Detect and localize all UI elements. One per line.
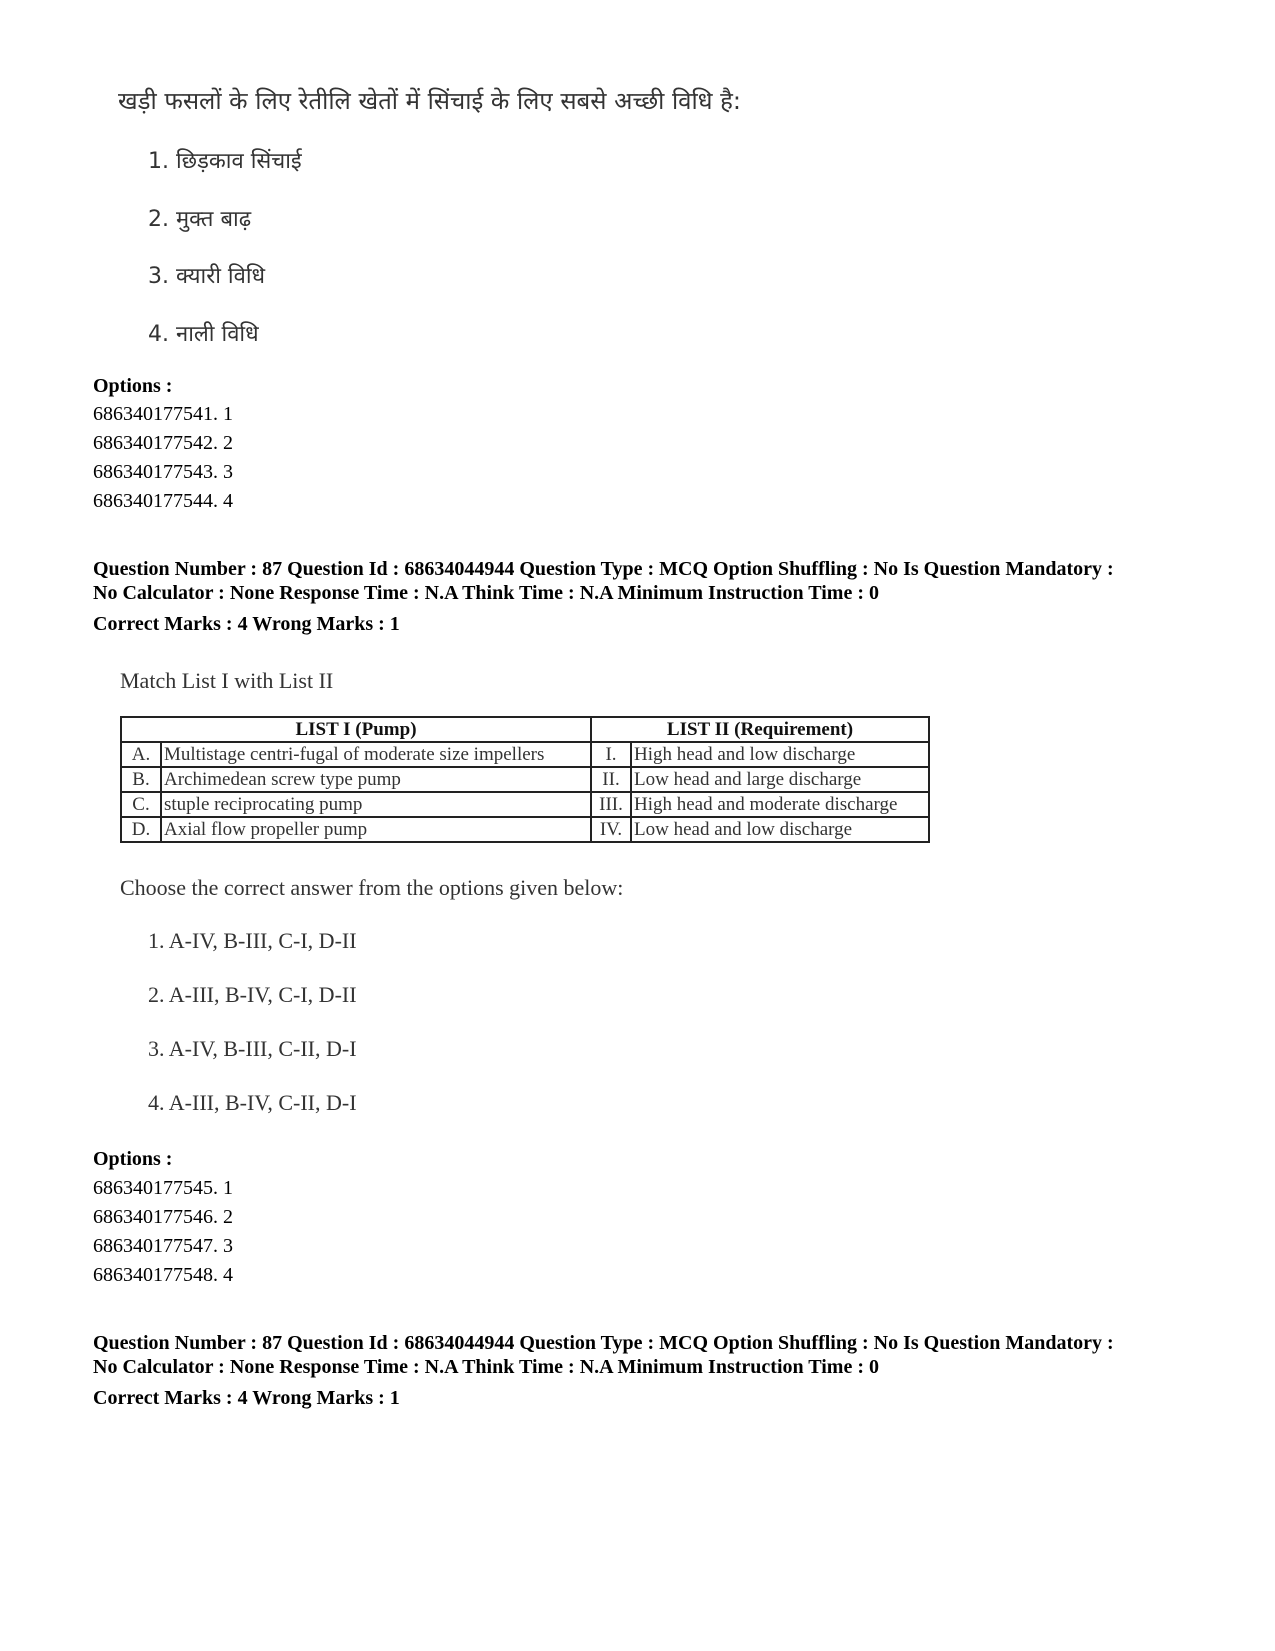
table-row	[121, 767, 929, 792]
choice-1: 1. A-IV, B-III, C-I, D-II	[148, 928, 357, 953]
row-key-2: III.	[591, 792, 631, 817]
question-meta	[93, 557, 1243, 605]
option-line: 686340177548. 4	[93, 1264, 233, 1286]
options-heading: Options :	[93, 1148, 173, 1170]
question-meta-line2: No Calculator : None Response Time : N.A Think Time : N.A Minimum Instruction Time : 0	[93, 582, 879, 604]
question-meta-line1: Question Number : 87 Question Id : 68634044944 Question Type : MCQ Option Shuffling : No Is Question Mandatory :	[93, 1332, 1114, 1354]
table-row	[121, 792, 929, 817]
choice-2: 2. A-III, B-IV, C-I, D-II	[148, 982, 357, 1007]
row-key-2: IV.	[591, 817, 631, 842]
question-meta-line1: Question Number : 87 Question Id : 68634044944 Question Type : MCQ Option Shuffling : No Is Question Mandatory :	[93, 558, 1114, 580]
choice-3: 3. क्यारी विधि	[148, 264, 266, 289]
match-title: Match List I with List II	[120, 668, 334, 693]
row-value-2: High head and low discharge	[631, 742, 929, 767]
choice-4: 4. A-III, B-IV, C-II, D-I	[148, 1090, 357, 1115]
table-header-row	[121, 717, 929, 742]
option-line: 686340177543. 3	[93, 461, 233, 483]
option-line: 686340177541. 1	[93, 403, 233, 425]
choice-4: 4. नाली विधि	[148, 322, 259, 347]
question-stem-hindi: खड़ी फसलों के लिए रेतीलि खेतों में सिंचाई के लिए सबसे अच्छी विधि है:	[118, 87, 741, 115]
row-key-1: C.	[121, 792, 161, 817]
row-key-2: I.	[591, 742, 631, 767]
option-line: 686340177542. 2	[93, 432, 233, 454]
question-meta-line2: No Calculator : None Response Time : N.A Think Time : N.A Minimum Instruction Time : 0	[93, 1356, 879, 1378]
match-table	[120, 716, 930, 843]
question-marks: Correct Marks : 4 Wrong Marks : 1	[93, 613, 400, 635]
header-list-ii: LIST II (Requirement)	[591, 717, 929, 742]
row-value-2: Low head and low discharge	[631, 817, 929, 842]
row-value-1: stuple reciprocating pump	[161, 792, 591, 817]
option-line: 686340177544. 4	[93, 490, 233, 512]
option-line: 686340177545. 1	[93, 1177, 233, 1199]
row-key-2: II.	[591, 767, 631, 792]
row-key-1: D.	[121, 817, 161, 842]
options-heading: Options :	[93, 375, 173, 397]
question-marks: Correct Marks : 4 Wrong Marks : 1	[93, 1387, 400, 1409]
option-line: 686340177547. 3	[93, 1235, 233, 1257]
header-list-i: LIST I (Pump)	[121, 717, 591, 742]
row-key-1: A.	[121, 742, 161, 767]
row-value-1: Multistage centri-fugal of moderate size impellers	[161, 742, 591, 767]
row-value-2: Low head and large discharge	[631, 767, 929, 792]
row-value-2: High head and moderate discharge	[631, 792, 929, 817]
choice-3: 3. A-IV, B-III, C-II, D-I	[148, 1036, 357, 1061]
row-value-1: Archimedean screw type pump	[161, 767, 591, 792]
row-value-1: Axial flow propeller pump	[161, 817, 591, 842]
option-line: 686340177546. 2	[93, 1206, 233, 1228]
question-meta	[93, 1331, 1243, 1379]
table-row	[121, 742, 929, 767]
table-row	[121, 817, 929, 842]
choose-instruction: Choose the correct answer from the options given below:	[120, 875, 624, 900]
row-key-1: B.	[121, 767, 161, 792]
choice-2: 2. मुक्त बाढ़	[148, 207, 252, 232]
choice-1: 1. छिड़काव सिंचाई	[148, 149, 302, 174]
